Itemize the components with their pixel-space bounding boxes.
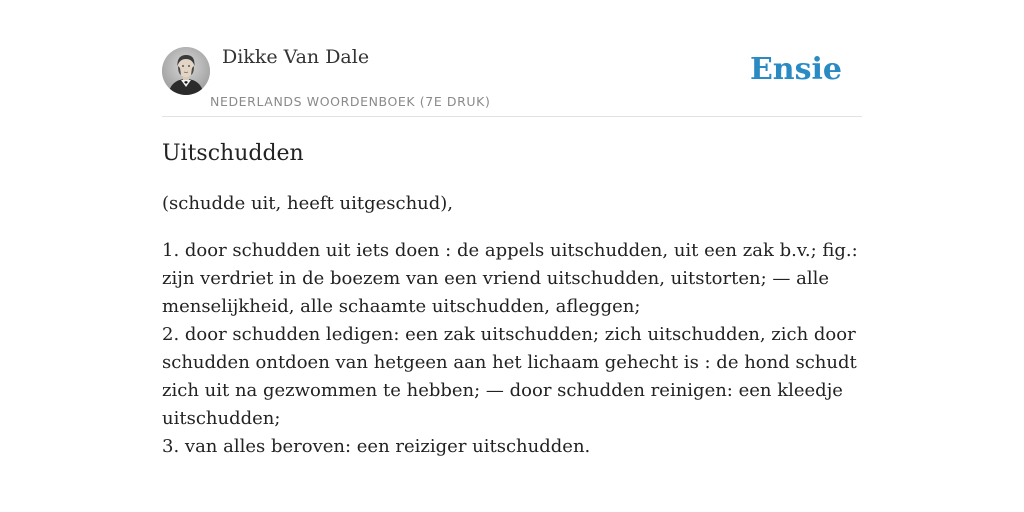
dictionary-entry xyxy=(162,138,862,461)
entry-grammar: (schudde uit, heeft uitgeschud), xyxy=(162,193,454,214)
entry-header xyxy=(162,44,862,117)
definition-item: 1. door schudden uit iets doen : de appels uitschudden, uit een zak b.v.; fig.: zijn verdriet in de boezem van een vriend uitschudden, uitstorten; — alle menselijkheid, alle schaamte uitschudden, afleggen; xyxy=(162,240,858,317)
definition-item: 2. door schudden ledigen: een zak uitschudden; zich uitschudden, zich door schudden ontdoen van hetgeen aan het lichaam gehecht is : de hond schudt zich uit na gezwommen te hebben; — door schudden reinigen: een kleedje uitschudden; xyxy=(162,324,857,429)
author-avatar[interactable] xyxy=(162,47,210,95)
definition-item: 3. van alles beroven: een reiziger uitschudden. xyxy=(162,436,591,457)
portrait-photo-icon xyxy=(162,47,210,95)
dictionary-source: NEDERLANDS WOORDENBOEK (7E DRUK) xyxy=(210,94,491,109)
author-name[interactable]: Dikke Van Dale xyxy=(222,46,370,68)
ensie-logo[interactable]: Ensie xyxy=(749,52,842,87)
definition-list xyxy=(162,237,862,461)
entry-title: Uitschudden xyxy=(162,141,304,166)
